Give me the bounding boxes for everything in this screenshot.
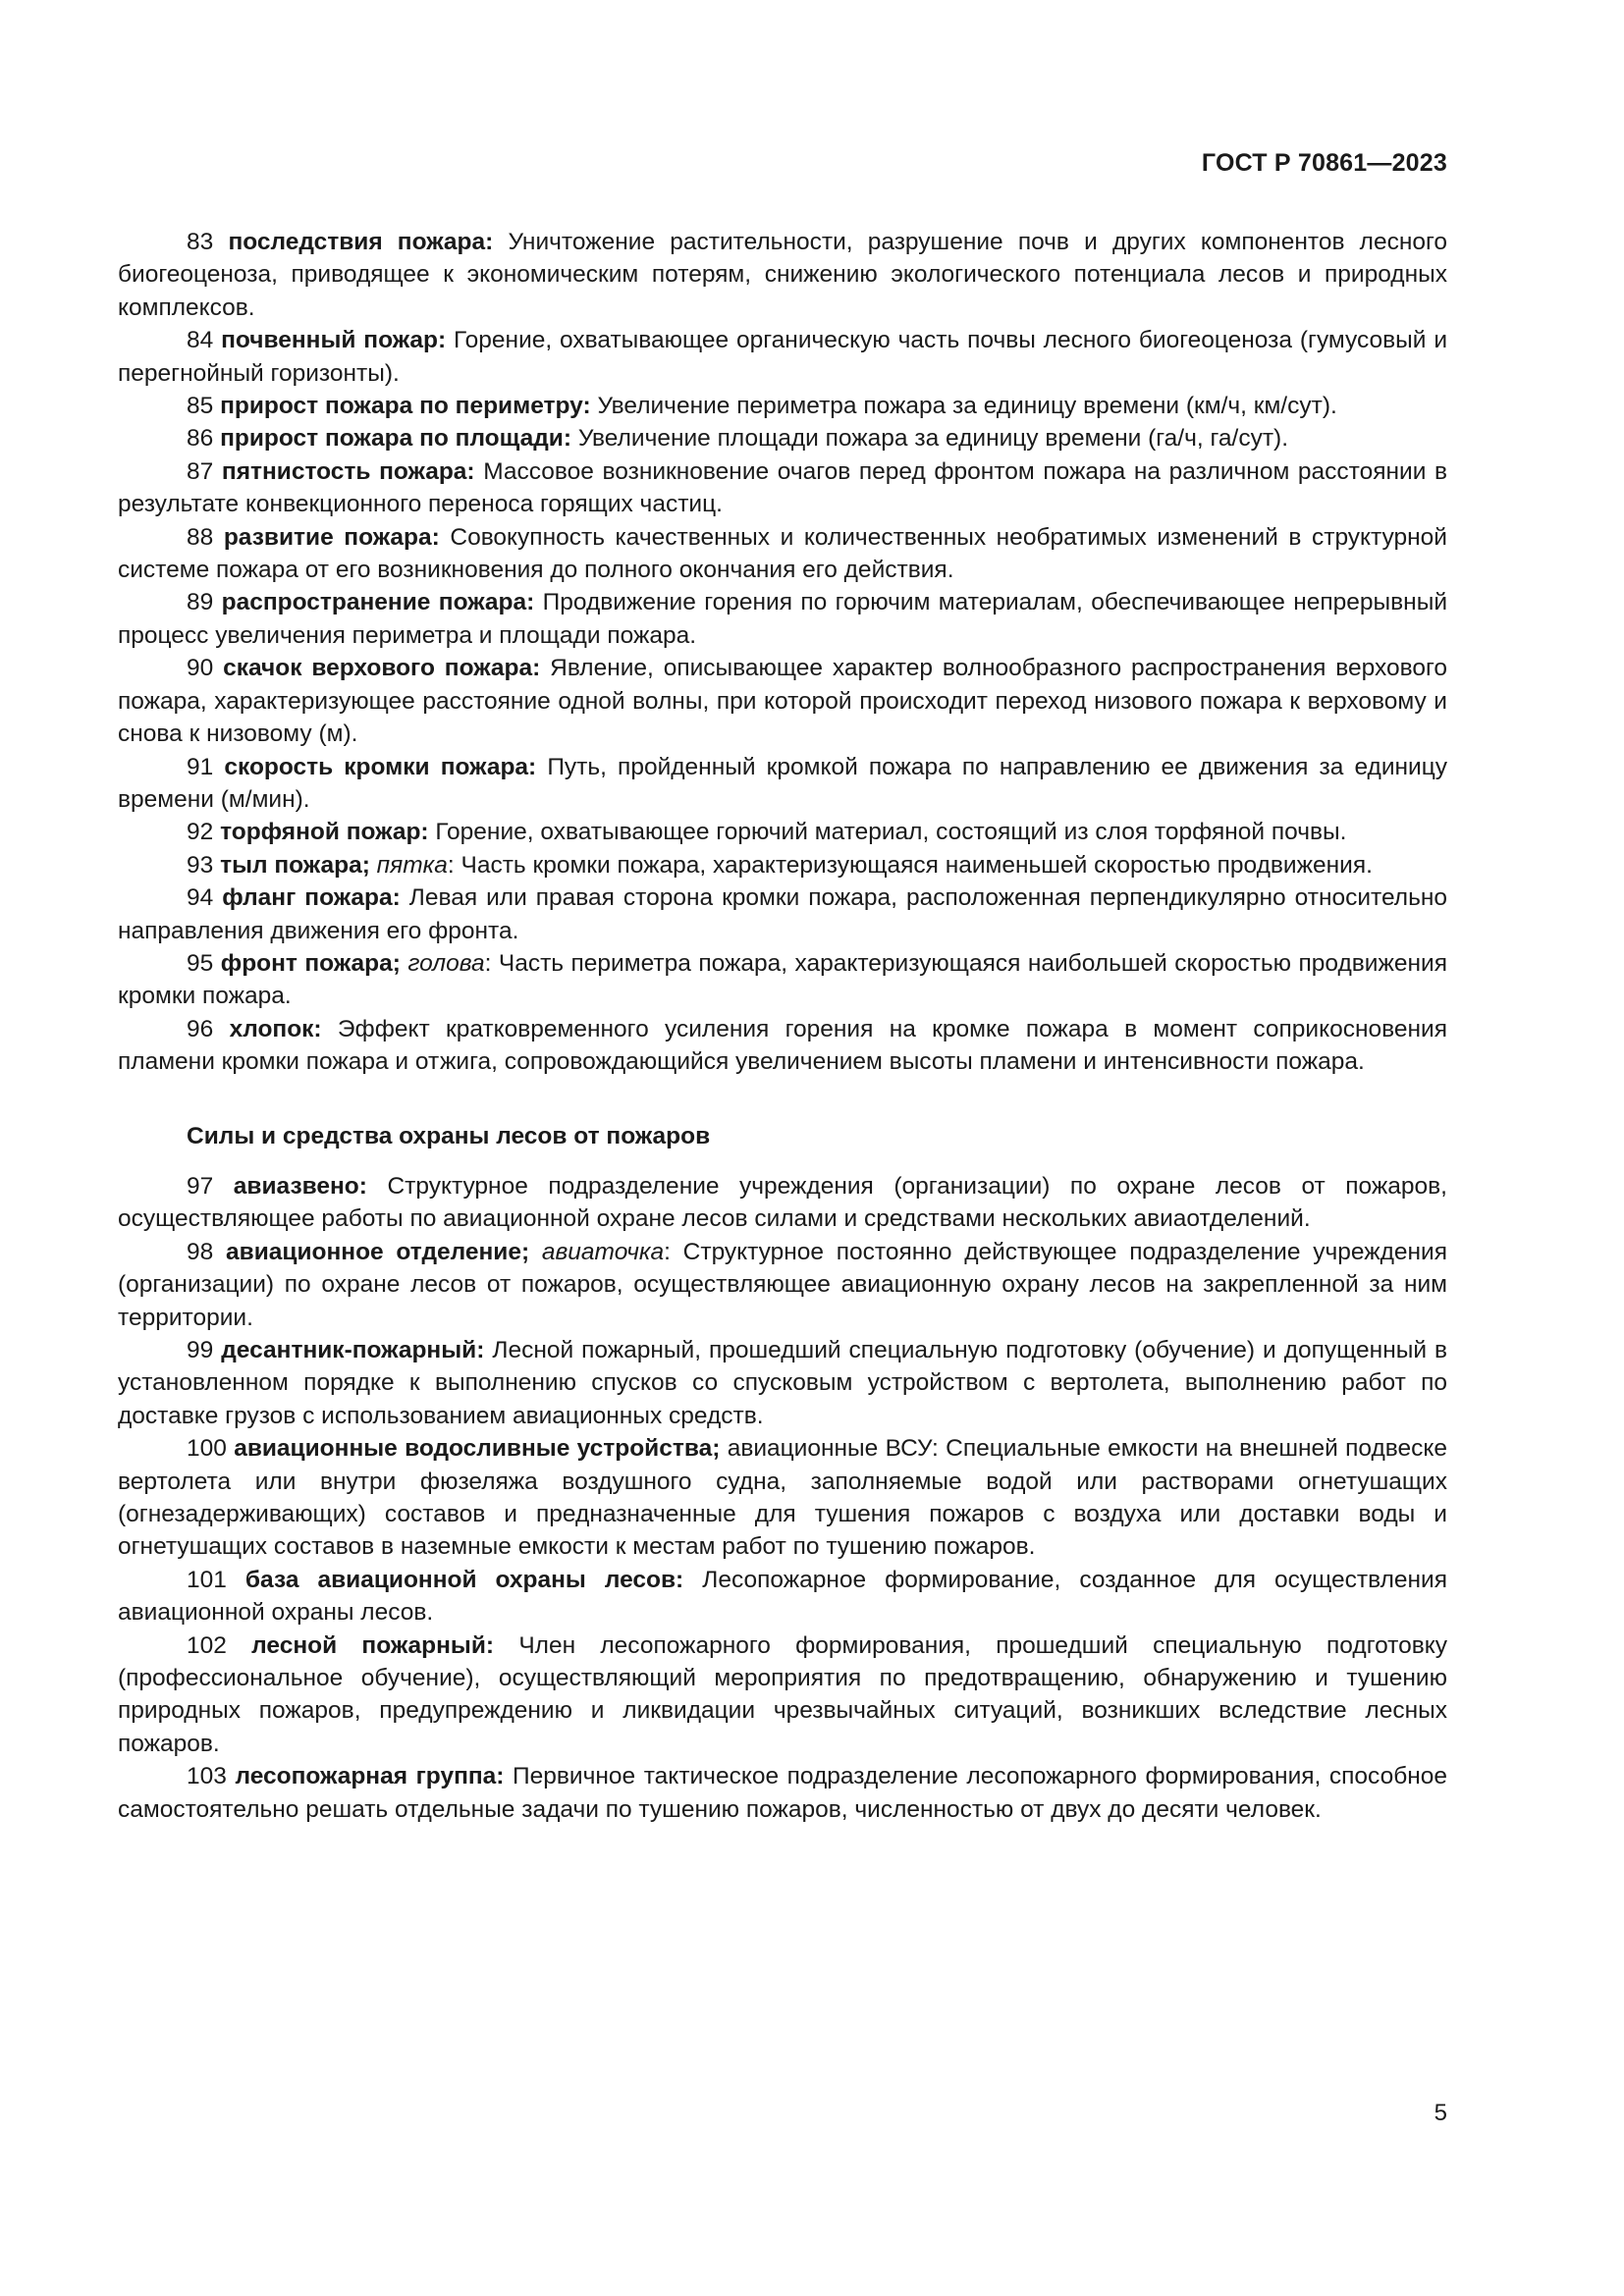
term-entry <box>118 586 1447 652</box>
document-body <box>118 226 1447 1826</box>
entry-term: прирост пожара по площади: <box>220 425 572 453</box>
entry-definition: Уничтожение растительности, разрушение почв и других компонентов лесного биогеоценоза, приводящее к экономическим потерям, снижению экологического потенциала лесов и природных комплексов. <box>118 229 1448 321</box>
entry-definition: Увеличение площади пожара за единицу времени (га/ч, га/сут). <box>577 425 1289 453</box>
term-entry <box>118 455 1447 521</box>
entry-term: авиационное отделение; <box>226 1238 530 1265</box>
entry-definition: Специальные емкости на внешней подвеске вертолета или внутри фюзеляжа воздушного судна, заполняемые водой или растворами огнетушащих (огнезадерживающих) составов и предназначенные для тушения пожаров с воздуха или доставки воды и огнетушащих составов в наземные емкости к местам работ по тушению пожаров. <box>118 1435 1447 1561</box>
entry-synonym: голова <box>407 949 485 977</box>
term-entry <box>118 1629 1447 1761</box>
entry-term: лесной пожарный: <box>251 1631 495 1659</box>
entry-definition: Член лесопожарного формирования, прошедший специальную подготовку (профессиональное обучение), осуществляющий мероприятия по предотвращению, обнаружению и тушению природных пожаров, предупреждению и ликвидации чрезвычайных ситуаций, возникших вследствие лесных пожаров. <box>118 1631 1448 1757</box>
entry-number: 99 <box>187 1337 214 1363</box>
entry-definition: Часть кромки пожара, характеризующаяся наименьшей скоростью продвижения. <box>460 851 1373 879</box>
entry-number: 97 <box>187 1172 214 1200</box>
entry-term: авиазвено: <box>233 1172 367 1200</box>
term-entry <box>118 652 1447 750</box>
entry-definition: Левая или правая сторона кромки пожара, расположенная перпендикулярно относительно направления движения его фронта. <box>118 884 1448 944</box>
entry-number: 102 <box>187 1631 227 1659</box>
entry-term: торфяной пожар: <box>220 819 429 846</box>
term-entry <box>118 1564 1447 1629</box>
entry-definition: Лесной пожарный, прошедший специальную подготовку (обучение) и допущенный в установленном порядке к выполнению спусков со спусковым устройством с вертолета, выполнению работ по доставке грузов с использованием авиационных средств. <box>118 1337 1448 1429</box>
entry-term: десантник-пожарный: <box>221 1337 485 1363</box>
entry-number: 93 <box>187 851 214 879</box>
document-code: ГОСТ Р 70861—2023 <box>1201 149 1447 177</box>
entry-number: 87 <box>187 457 214 485</box>
term-entry <box>118 751 1447 817</box>
entry-definition: Часть периметра пожара, характеризующаяся наибольшей скоростью продвижения кромки пожара. <box>118 949 1447 1010</box>
entry-definition: Совокупность качественных и количественных необратимых изменений в структурной системе пожара от его возникновения до полного окончания его действия. <box>118 523 1447 584</box>
entry-number: 103 <box>187 1763 227 1790</box>
entry-definition: Эффект кратковременного усиления горения на кромке пожара в момент соприкосновения пламени кромки пожара и отжига, сопровождающийся увеличением высоты пламени и интенсивности пожара. <box>118 1015 1447 1076</box>
entry-number: 95 <box>187 949 214 977</box>
entry-term: прирост пожара по периметру: <box>220 393 591 420</box>
entry-term: авиационные водосливные устройства; <box>234 1435 721 1463</box>
entry-definition: Первичное тактическое подразделение лесопожарного формирования, способное самостоятельно решать отдельные задачи по тушению пожаров, численностью от двух до десяти человек. <box>118 1763 1448 1823</box>
entry-definition: Структурное подразделение учреждения (организации) по охране лесов от пожаров, осуществляющее работы по авиационной охране лесов силами и средствами нескольких авиаотделений. <box>118 1172 1447 1233</box>
term-entry: 100 авиационные водосливные устройства; авиационные ВСУ: Специальные емкости на внешней подвеске вертолета или внутри фюзеляжа воздушного судна, заполняемые водой или растворами огнетушащих (огнезадерживающих) составов и предназначенные для тушения пожаров с воздуха или доставки воды и огнетушащих составов в наземные емкости к местам работ по тушению пожаров. <box>118 1435 1447 1561</box>
entry-term: распространение пожара: <box>221 589 535 616</box>
entry-number: 98 <box>187 1238 214 1265</box>
entry-term: база авиационной охраны лесов: <box>244 1566 684 1593</box>
entry-term: тыл пожара; <box>220 851 370 879</box>
entry-synonym: авиационные ВСУ <box>727 1435 933 1463</box>
term-entry <box>118 1013 1447 1079</box>
entry-number: 96 <box>187 1015 214 1042</box>
entry-definition: Увеличение периметра пожара за единицу времени (км/ч, км/сут). <box>597 393 1337 420</box>
entry-term: скорость кромки пожара: <box>224 753 537 780</box>
term-entry: 98 авиационное отделение; авиаточка: Структурное постоянно действующее подразделение учреждения (организации) по охране лесов от пожаров, осуществляющее авиационную охрану лесов на закрепленной за ним территории. <box>118 1238 1447 1331</box>
term-entry: 95 фронт пожара; голова: Часть периметра пожара, характеризующаяся наибольшей скоростью продвижения кромки пожара. <box>118 949 1447 1010</box>
entry-number: 88 <box>187 523 214 551</box>
term-entry <box>118 226 1447 324</box>
entry-number: 83 <box>187 229 214 255</box>
term-list-forces-and-means <box>118 1170 1447 1826</box>
entry-number: 91 <box>187 753 214 780</box>
term-entry <box>118 881 1447 947</box>
entry-term: последствия пожара: <box>228 229 494 255</box>
entry-term: пятнистость пожара: <box>221 457 475 485</box>
term-entry <box>118 521 1447 587</box>
entry-number: 94 <box>187 884 214 912</box>
entry-term: развитие пожара: <box>223 523 440 551</box>
page-number: 5 <box>1434 2100 1447 2126</box>
term-entry <box>118 324 1447 390</box>
term-entry <box>118 1170 1447 1236</box>
entry-definition: Явление, описывающее характер волнообразного распространения верхового пожара, характеризующее расстояние одной волны, при которой происходит переход низового пожара к верховому и снова к низовому (м). <box>118 655 1447 748</box>
entry-term: фланг пожара: <box>222 884 401 912</box>
term-list-fire-characteristics <box>118 226 1447 1079</box>
entry-term: скачок верхового пожара: <box>223 655 541 682</box>
entry-number: 92 <box>187 819 214 846</box>
entry-number: 100 <box>187 1435 227 1463</box>
entry-definition: Путь, пройденный кромкой пожара по направлению ее движения за единицу времени (м/мин). <box>118 753 1448 813</box>
entry-term: почвенный пожар: <box>221 327 447 354</box>
entry-definition: Массовое возникновение очагов перед фронтом пожара на различном расстоянии в результате конвекционного переноса горящих частиц. <box>118 457 1448 518</box>
term-entry <box>118 816 1447 848</box>
entry-number: 90 <box>187 655 214 682</box>
term-entry <box>118 390 1447 422</box>
entry-number: 85 <box>187 393 214 420</box>
entry-term: фронт пожара; <box>220 949 401 977</box>
entry-definition: Горение, охватывающее органическую часть почвы лесного биогеоценоза (гумусовый и перегнойный горизонты). <box>118 327 1448 387</box>
entry-number: 84 <box>187 327 214 354</box>
term-entry: 93 тыл пожара; пятка: Часть кромки пожара, характеризующаяся наименьшей скоростью продвижения. <box>187 851 1373 879</box>
entry-term: хлопок: <box>229 1015 322 1042</box>
term-entry <box>118 422 1447 454</box>
term-entry <box>118 1760 1447 1826</box>
entry-number: 86 <box>187 425 214 453</box>
entry-term: лесопожарная группа: <box>235 1763 505 1790</box>
term-entry <box>118 1334 1447 1432</box>
entry-definition: Лесопожарное формирование, созданное для осуществления авиационной охраны лесов. <box>118 1566 1447 1627</box>
entry-synonym: авиаточка <box>541 1238 665 1265</box>
entry-number: 89 <box>187 589 214 616</box>
entry-definition: Структурное постоянно действующее подразделение учреждения (организации) по охране лесов от пожаров, осуществляющее авиационную охрану лесов на закрепленной за ним территории. <box>118 1238 1447 1331</box>
entry-definition: Горение, охватывающее горючий материал, состоящий из слоя торфяной почвы. <box>435 819 1347 846</box>
entry-synonym: пятка <box>376 851 448 879</box>
entry-definition: Продвижение горения по горючим материалам, обеспечивающее непрерывный процесс увеличения периметра и площади пожара. <box>118 589 1448 649</box>
section-heading: Силы и средства охраны лесов от пожаров <box>187 1122 711 1149</box>
entry-number: 101 <box>187 1566 227 1593</box>
